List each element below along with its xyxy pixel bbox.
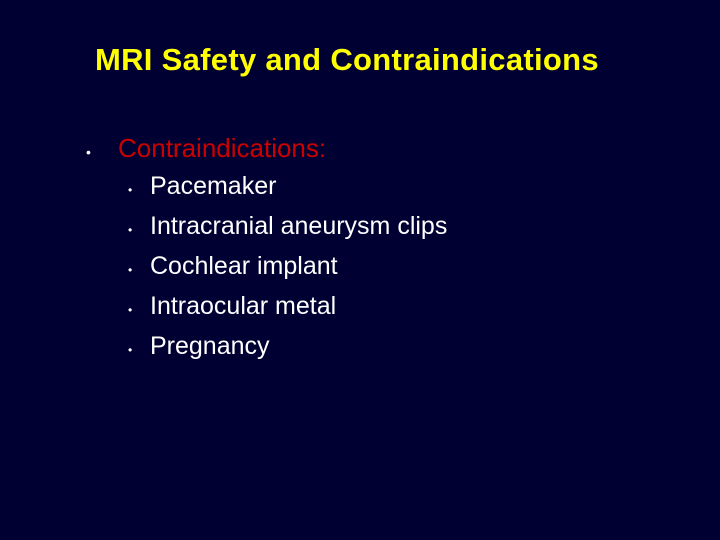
bullet-icon: • <box>128 223 133 237</box>
list-item-text: Intracranial aneurysm clips <box>150 212 448 240</box>
contraindications-heading: Contraindications: <box>118 133 327 163</box>
contraindications-list <box>128 172 447 372</box>
bullet-level1 <box>86 133 326 164</box>
list-item-text: Cochlear implant <box>150 252 338 280</box>
list-item-text: Pregnancy <box>150 332 270 360</box>
list-item <box>128 172 447 212</box>
bullet-icon: • <box>128 263 133 277</box>
list-item-text: Intraocular metal <box>150 292 337 320</box>
list-item <box>128 332 447 372</box>
list-item <box>128 212 447 252</box>
bullet-icon: • <box>86 144 91 160</box>
slide-title: MRI Safety and Contraindications <box>95 42 599 77</box>
list-item <box>128 292 447 332</box>
bullet-icon: • <box>128 343 133 357</box>
bullet-icon: • <box>128 183 133 197</box>
list-item-text: Pacemaker <box>150 172 277 200</box>
bullet-icon: • <box>128 303 133 317</box>
list-item <box>128 252 447 292</box>
